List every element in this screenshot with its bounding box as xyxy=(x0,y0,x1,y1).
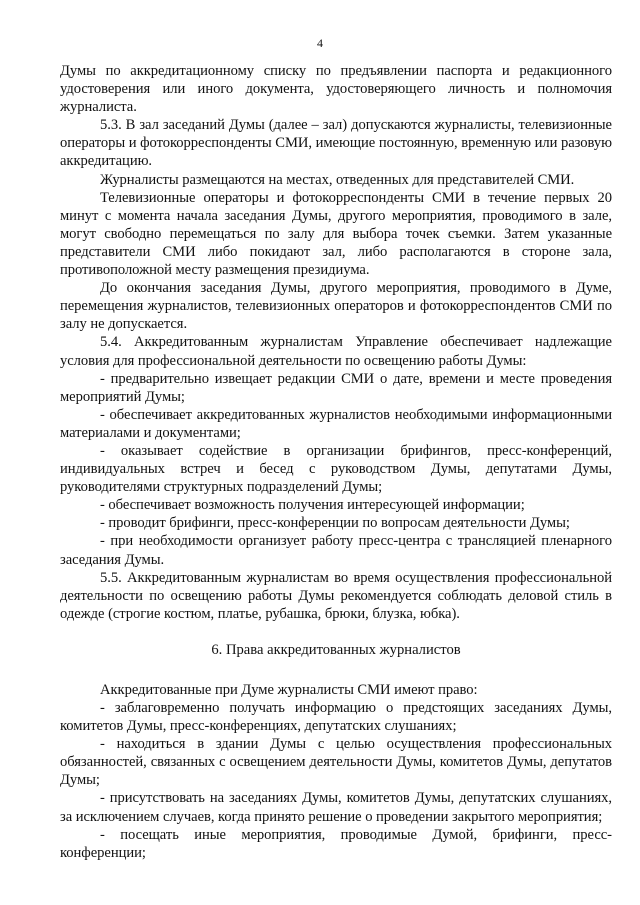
paragraph: - находиться в здании Думы с целью осуществления профессиональных обязанностей, связанных с освещением деятельности Думы, комитетов Думы, депутатов Думы; xyxy=(60,736,612,789)
section-5-continued xyxy=(60,62,612,623)
paragraph: Аккредитованные при Думе журналисты СМИ имеют право: xyxy=(100,681,478,698)
paragraph: Думы по аккредитационному списку по предъявлении паспорта и редакционного удостоверения или иного документа, удостоверяющего личность и полномочия журналиста. xyxy=(60,63,612,116)
paragraph: - при необходимости организует работу пресс-центра с трансляцией пленарного заседания Думы. xyxy=(60,533,612,568)
paragraph: 5.3. В зал заседаний Думы (далее – зал) допускаются журналисты, телевизионные операторы и фотокорреспонденты СМИ, имеющие постоянную, временную или разовую аккредитацию. xyxy=(60,117,612,170)
paragraph: - обеспечивает возможность получения интересующей информации; xyxy=(100,497,525,514)
section-heading: 6. Права аккредитованных журналистов xyxy=(211,641,461,658)
paragraph: - присутствовать на заседаниях Думы, комитетов Думы, депутатских слушаниях, за исключением случаев, когда принято решение о проведении закрытого мероприятия; xyxy=(60,790,612,825)
paragraph: Телевизионные операторы и фотокорреспонденты СМИ в течение первых 20 минут с момента начала заседания Думы, другого мероприятия, проводимого в зале, могут свободно перемещаться по залу для выбора точек съемки. Затем указанные представители СМИ либо покидают зал, либо располагаются в стороне зала, противоположной месту размещения президиума. xyxy=(60,189,612,279)
paragraph: - заблаговременно получать информацию о предстоящих заседаниях Думы, комитетов Думы, пресс-конференциях, депутатских слушаниях; xyxy=(60,700,612,735)
paragraph: - оказывает содействие в организации брифингов, пресс-конференций, индивидуальных встреч и бесед с руководством Думы, депутатами Думы, руководителями структурных подразделений Думы; xyxy=(60,442,612,496)
paragraph: Журналисты размещаются на местах, отведенных для представителей СМИ. xyxy=(100,171,575,188)
paragraph: 5.5. Аккредитованным журналистам во время осуществления профессиональной деятельности по освещению работы Думы рекомендуется соблюдать деловой стиль в одежде (строгие костюм, платье, рубашка, брюки, блузка, юбка). xyxy=(60,569,612,622)
page-number: 4 xyxy=(317,36,323,50)
paragraph: - предварительно извещает редакции СМИ о дате, времени и месте проведения мероприятий Думы; xyxy=(60,370,612,405)
paragraph: До окончания заседания Думы, другого мероприятия, проводимого в Думе, перемещения журналистов, телевизионных операторов и фотокорреспондентов СМИ по залу не допускается. xyxy=(60,280,612,333)
paragraph: - обеспечивает аккредитованных журналистов необходимыми информационными материалами и документами; xyxy=(60,406,612,441)
document-body xyxy=(60,62,612,862)
section-6-body xyxy=(60,681,612,862)
paragraph: 5.4. Аккредитованным журналистам Управление обеспечивает надлежащие условия для профессиональной деятельности по освещению работы Думы: xyxy=(60,334,612,369)
paragraph: - проводит брифинги, пресс-конференции по вопросам деятельности Думы; xyxy=(100,515,570,532)
paragraph: - посещать иные мероприятия, проводимые Думой, брифинги, пресс-конференции; xyxy=(60,826,612,861)
